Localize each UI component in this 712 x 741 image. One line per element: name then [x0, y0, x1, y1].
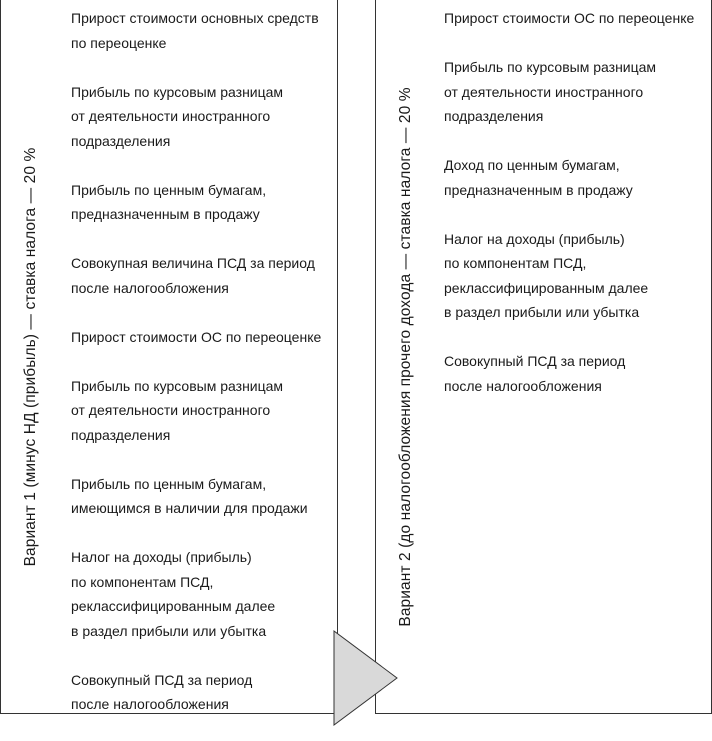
variant-2-item: Налог на доходы (прибыль) по компонентам ПСД, реклассифицированным далее в раздел прибыли или убытка	[444, 230, 649, 320]
variant-2-item: Прибыль по курсовым разницам от деятельности иностранного подразделения	[444, 59, 657, 124]
variant-2-items	[444, 6, 705, 423]
variant-2-item: Доход по ценным бумагам, предназначенным в продажу	[444, 157, 633, 198]
variant-1-item: Совокупный ПСД за период после налогообложения	[71, 671, 253, 712]
variant-1-label-container	[1, 0, 61, 713]
variant-1-item: Налог на доходы (прибыль) по компонентам ПСД, реклассифицированным далее в раздел прибыли или убытка	[71, 549, 276, 639]
variant-2-label-container	[376, 0, 436, 713]
variant-2-panel	[375, 0, 712, 714]
variant-2-item: Совокупный ПСД за период после налогообложения	[444, 353, 626, 394]
variant-1-item: Прирост стоимости ОС по переоценке	[71, 328, 322, 345]
variant-2-item: Прирост стоимости ОС по переоценке	[444, 10, 695, 26]
variant-1-item: Прибыль по ценным бумагам, имеющимся в наличии для продажи	[71, 475, 308, 516]
arrow-shape	[334, 631, 397, 725]
variant-1-panel	[0, 0, 338, 714]
variant-1-item: Совокупная величина ПСД за период после налогообложения	[71, 255, 315, 296]
variant-1-item: Прибыль по курсовым разницам от деятельности иностранного подразделения	[71, 83, 284, 149]
variant-1-label: Вариант 1 (минус НД (прибыль) — ставка налога — 20 %	[22, 147, 39, 566]
variant-1-item: Прибыль по ценным бумагам, предназначенным в продажу	[71, 181, 267, 222]
variant-1-items	[71, 6, 331, 741]
right-triangle-arrow-icon	[333, 630, 398, 726]
variant-1-item: Прирост стоимости основных средств по переоценке	[71, 10, 319, 51]
variant-2-label: Вариант 2 (до налогообложения прочего дохода — ставка налога — 20 %	[397, 86, 414, 627]
variant-1-item: Прибыль по курсовым разницам от деятельности иностранного подразделения	[71, 377, 284, 443]
